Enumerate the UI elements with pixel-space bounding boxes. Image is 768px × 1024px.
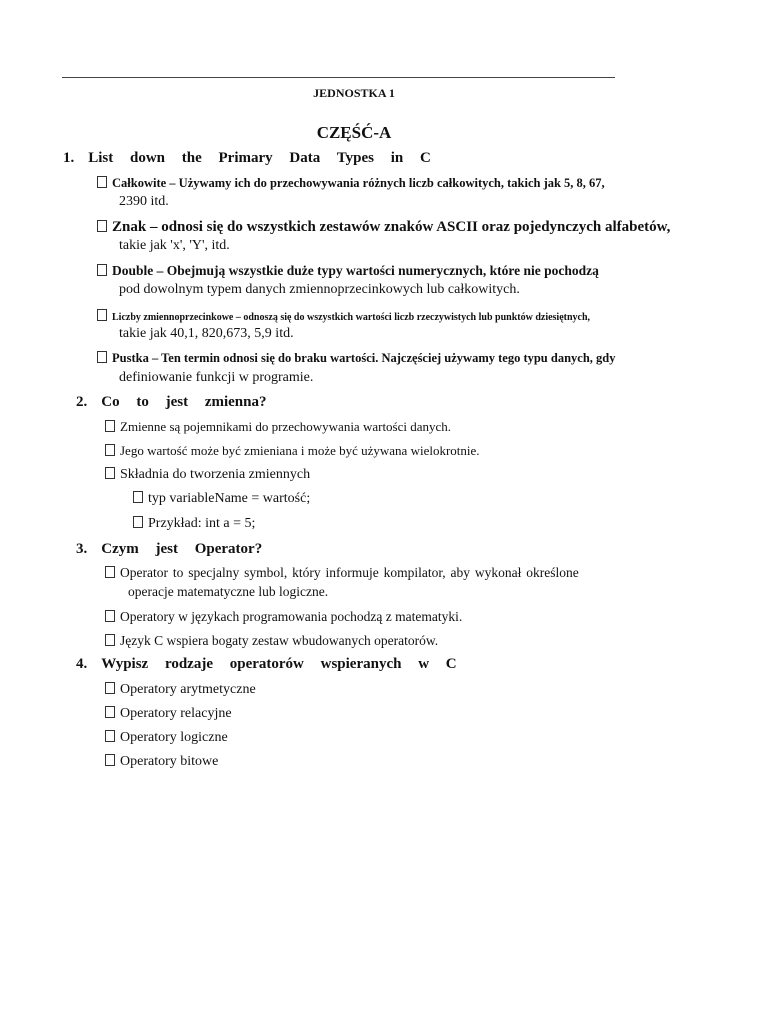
- question-title: List down the Primary Data Types in C: [88, 150, 431, 166]
- unit-heading: JEDNOSTKA 1: [313, 86, 395, 100]
- list-item-void-cont: definiowanie funkcji w programie.: [119, 370, 314, 385]
- sub-list-item: Przykład: int a = 5;: [133, 516, 255, 532]
- list-item-char: Znak – odnosi się do wszystkich zestawów znaków ASCII oraz pojedynczych alfabetów,: [97, 219, 670, 236]
- list-item: Operator to specjalny symbol, który informuje kompilator, aby wykonał określone: [105, 565, 579, 581]
- list-item: Operatory relacyjne: [105, 706, 232, 722]
- bullet-box-icon: [97, 220, 107, 232]
- question-number: 3.: [76, 541, 88, 557]
- bullet-box-icon: [105, 420, 115, 432]
- bullet-box-icon: [105, 566, 115, 578]
- question-1: [63, 150, 431, 167]
- sub-list-item: typ variableName = wartość;: [133, 491, 310, 507]
- bullet-box-icon: [105, 610, 115, 622]
- bullet-box-icon: [105, 444, 115, 456]
- list-item-double-cont: pod dowolnym typem danych zmiennoprzecinkowych lub całkowitych.: [119, 282, 520, 297]
- bullet-box-icon: [97, 309, 107, 321]
- list-item-float-cont: takie jak 40,1, 820,673, 5,9 itd.: [119, 326, 294, 341]
- list-item-float: Liczby zmiennoprzecinkowe – odnoszą się do wszystkich wartości liczb rzeczywistych lub punktów dziesiętnych,: [97, 309, 590, 323]
- bullet-box-icon: [105, 634, 115, 646]
- list-item: Zmienne są pojemnikami do przechowywania wartości danych.: [105, 419, 451, 435]
- list-item-char-cont: takie jak 'x', 'Y', itd.: [119, 238, 230, 253]
- list-item-cont: operacje matematyczne lub logiczne.: [128, 584, 329, 599]
- list-item: Składnia do tworzenia zmiennych: [105, 467, 310, 483]
- bullet-box-icon: [97, 176, 107, 188]
- bullet-box-icon: [105, 706, 115, 718]
- list-item: Operatory bitowe: [105, 754, 218, 770]
- bullet-box-icon: [97, 264, 107, 276]
- bullet-box-icon: [105, 682, 115, 694]
- list-item: Operatory logiczne: [105, 730, 228, 746]
- bullet-box-icon: [105, 730, 115, 742]
- bullet-box-icon: [133, 491, 143, 503]
- question-4: [76, 656, 457, 673]
- list-item: Język C wspiera bogaty zestaw wbudowanych operatorów.: [105, 633, 438, 649]
- bullet-box-icon: [133, 516, 143, 528]
- question-title: Wypisz rodzaje operatorów wspieranych w C: [101, 656, 457, 672]
- bullet-box-icon: [105, 467, 115, 479]
- question-2: [76, 394, 266, 411]
- question-3: [76, 541, 262, 558]
- list-item-void: Pustka – Ten termin odnosi się do braku wartości. Najczęściej używamy tego typu danych, gdy: [97, 351, 616, 366]
- list-item-integer: Całkowite – Używamy ich do przechowywania różnych liczb całkowitych, takich jak 5, 8, 67,: [97, 176, 605, 191]
- list-item-double: Double – Obejmują wszystkie duże typy wartości numerycznych, które nie pochodzą: [97, 263, 599, 279]
- list-item-integer-cont: 2390 itd.: [119, 194, 169, 209]
- part-heading: CZĘŚĆ-A: [316, 123, 392, 142]
- question-title: Czym jest Operator?: [101, 541, 263, 557]
- question-title: Co to jest zmienna?: [101, 394, 267, 410]
- question-number: 4.: [76, 656, 88, 672]
- question-number: 2.: [76, 394, 88, 410]
- list-item: Jego wartość może być zmieniana i może być używana wielokrotnie.: [105, 443, 480, 459]
- bullet-box-icon: [97, 351, 107, 363]
- top-rule: [62, 77, 615, 78]
- bullet-box-icon: [105, 754, 115, 766]
- list-item: Operatory arytmetyczne: [105, 682, 256, 698]
- list-item: Operatory w językach programowania pochodzą z matematyki.: [105, 609, 462, 625]
- question-number: 1.: [63, 150, 75, 166]
